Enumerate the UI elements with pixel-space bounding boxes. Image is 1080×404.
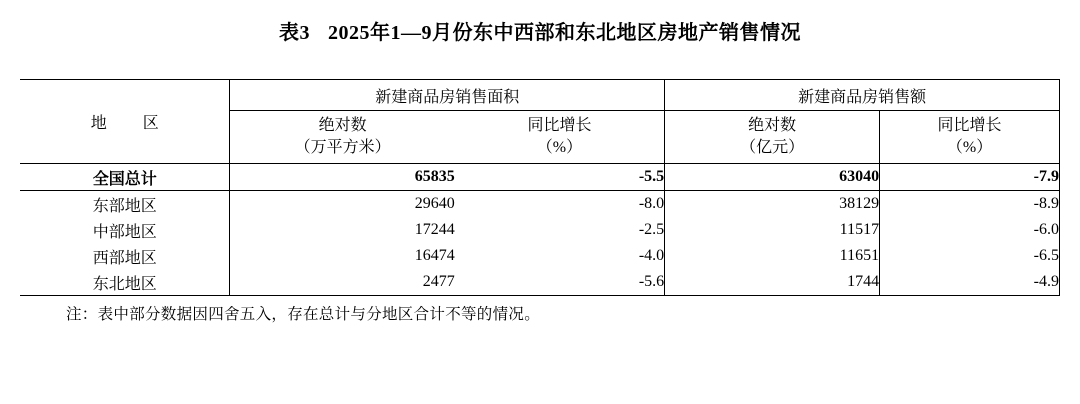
page-title: [0, 0, 1080, 51]
title-text: 2025年1—9月份东中西部和东北地区房地产销售情况: [328, 22, 801, 44]
table-note: 注：表中部分数据因四舍五入，存在总计与分地区合计不等的情况。: [66, 306, 541, 323]
cell-area-growth: -5.5: [455, 164, 665, 191]
column-header-value-abs: 绝对数 （亿元）: [665, 111, 880, 164]
cell-value-growth: -7.9: [880, 164, 1060, 191]
column-header-area-growth: 同比增长 （%）: [455, 111, 665, 164]
table-row: [20, 269, 1060, 296]
cell-value-abs: 38129: [839, 195, 880, 212]
cell-area-abs: 2477: [230, 269, 455, 296]
cell-value-abs: 63040: [665, 164, 880, 191]
cell-value-growth: -4.9: [880, 269, 1060, 296]
table-row: [20, 164, 1060, 191]
table-number: 表3: [279, 22, 310, 44]
cell-area-growth: -2.5: [455, 217, 665, 243]
cell-area-growth: -5.6: [455, 269, 665, 296]
row-region-label: 东部地区: [92, 197, 157, 215]
column-header-region: 地 区: [20, 80, 230, 164]
table-row: [20, 217, 1060, 243]
table-row: [20, 243, 1060, 269]
cell-value-abs: 11517: [839, 221, 880, 238]
table-header-groups: [20, 80, 1060, 111]
cell-area-abs: 29640: [230, 191, 455, 218]
cell-area-growth: -8.0: [455, 191, 665, 218]
column-header-value-growth: 同比增长 （%）: [880, 111, 1060, 164]
column-group-sales-area: 新建商品房销售面积: [230, 80, 665, 111]
row-region-label: 西部地区: [92, 249, 157, 267]
table-row: [20, 191, 1060, 218]
cell-value-abs: 1744: [665, 269, 880, 296]
real-estate-sales-table: [20, 79, 1060, 296]
cell-area-abs: 17244: [230, 217, 455, 243]
row-region-label: 中部地区: [92, 223, 157, 241]
cell-value-growth: -8.9: [880, 191, 1060, 218]
cell-area-abs: 16474: [230, 243, 455, 269]
row-region-label: 东北地区: [20, 269, 230, 296]
row-region-label: 全国总计: [20, 164, 230, 191]
table-container: [20, 79, 1060, 296]
cell-area-growth: -4.0: [455, 243, 665, 269]
cell-value-abs: 11651: [839, 247, 880, 264]
cell-value-growth: -6.0: [880, 217, 1060, 243]
cell-area-abs: 65835: [230, 164, 455, 191]
column-group-sales-value: 新建商品房销售额: [665, 80, 1060, 111]
column-header-area-abs: 绝对数 （万平方米）: [230, 111, 455, 164]
cell-value-growth: -6.5: [880, 243, 1060, 269]
